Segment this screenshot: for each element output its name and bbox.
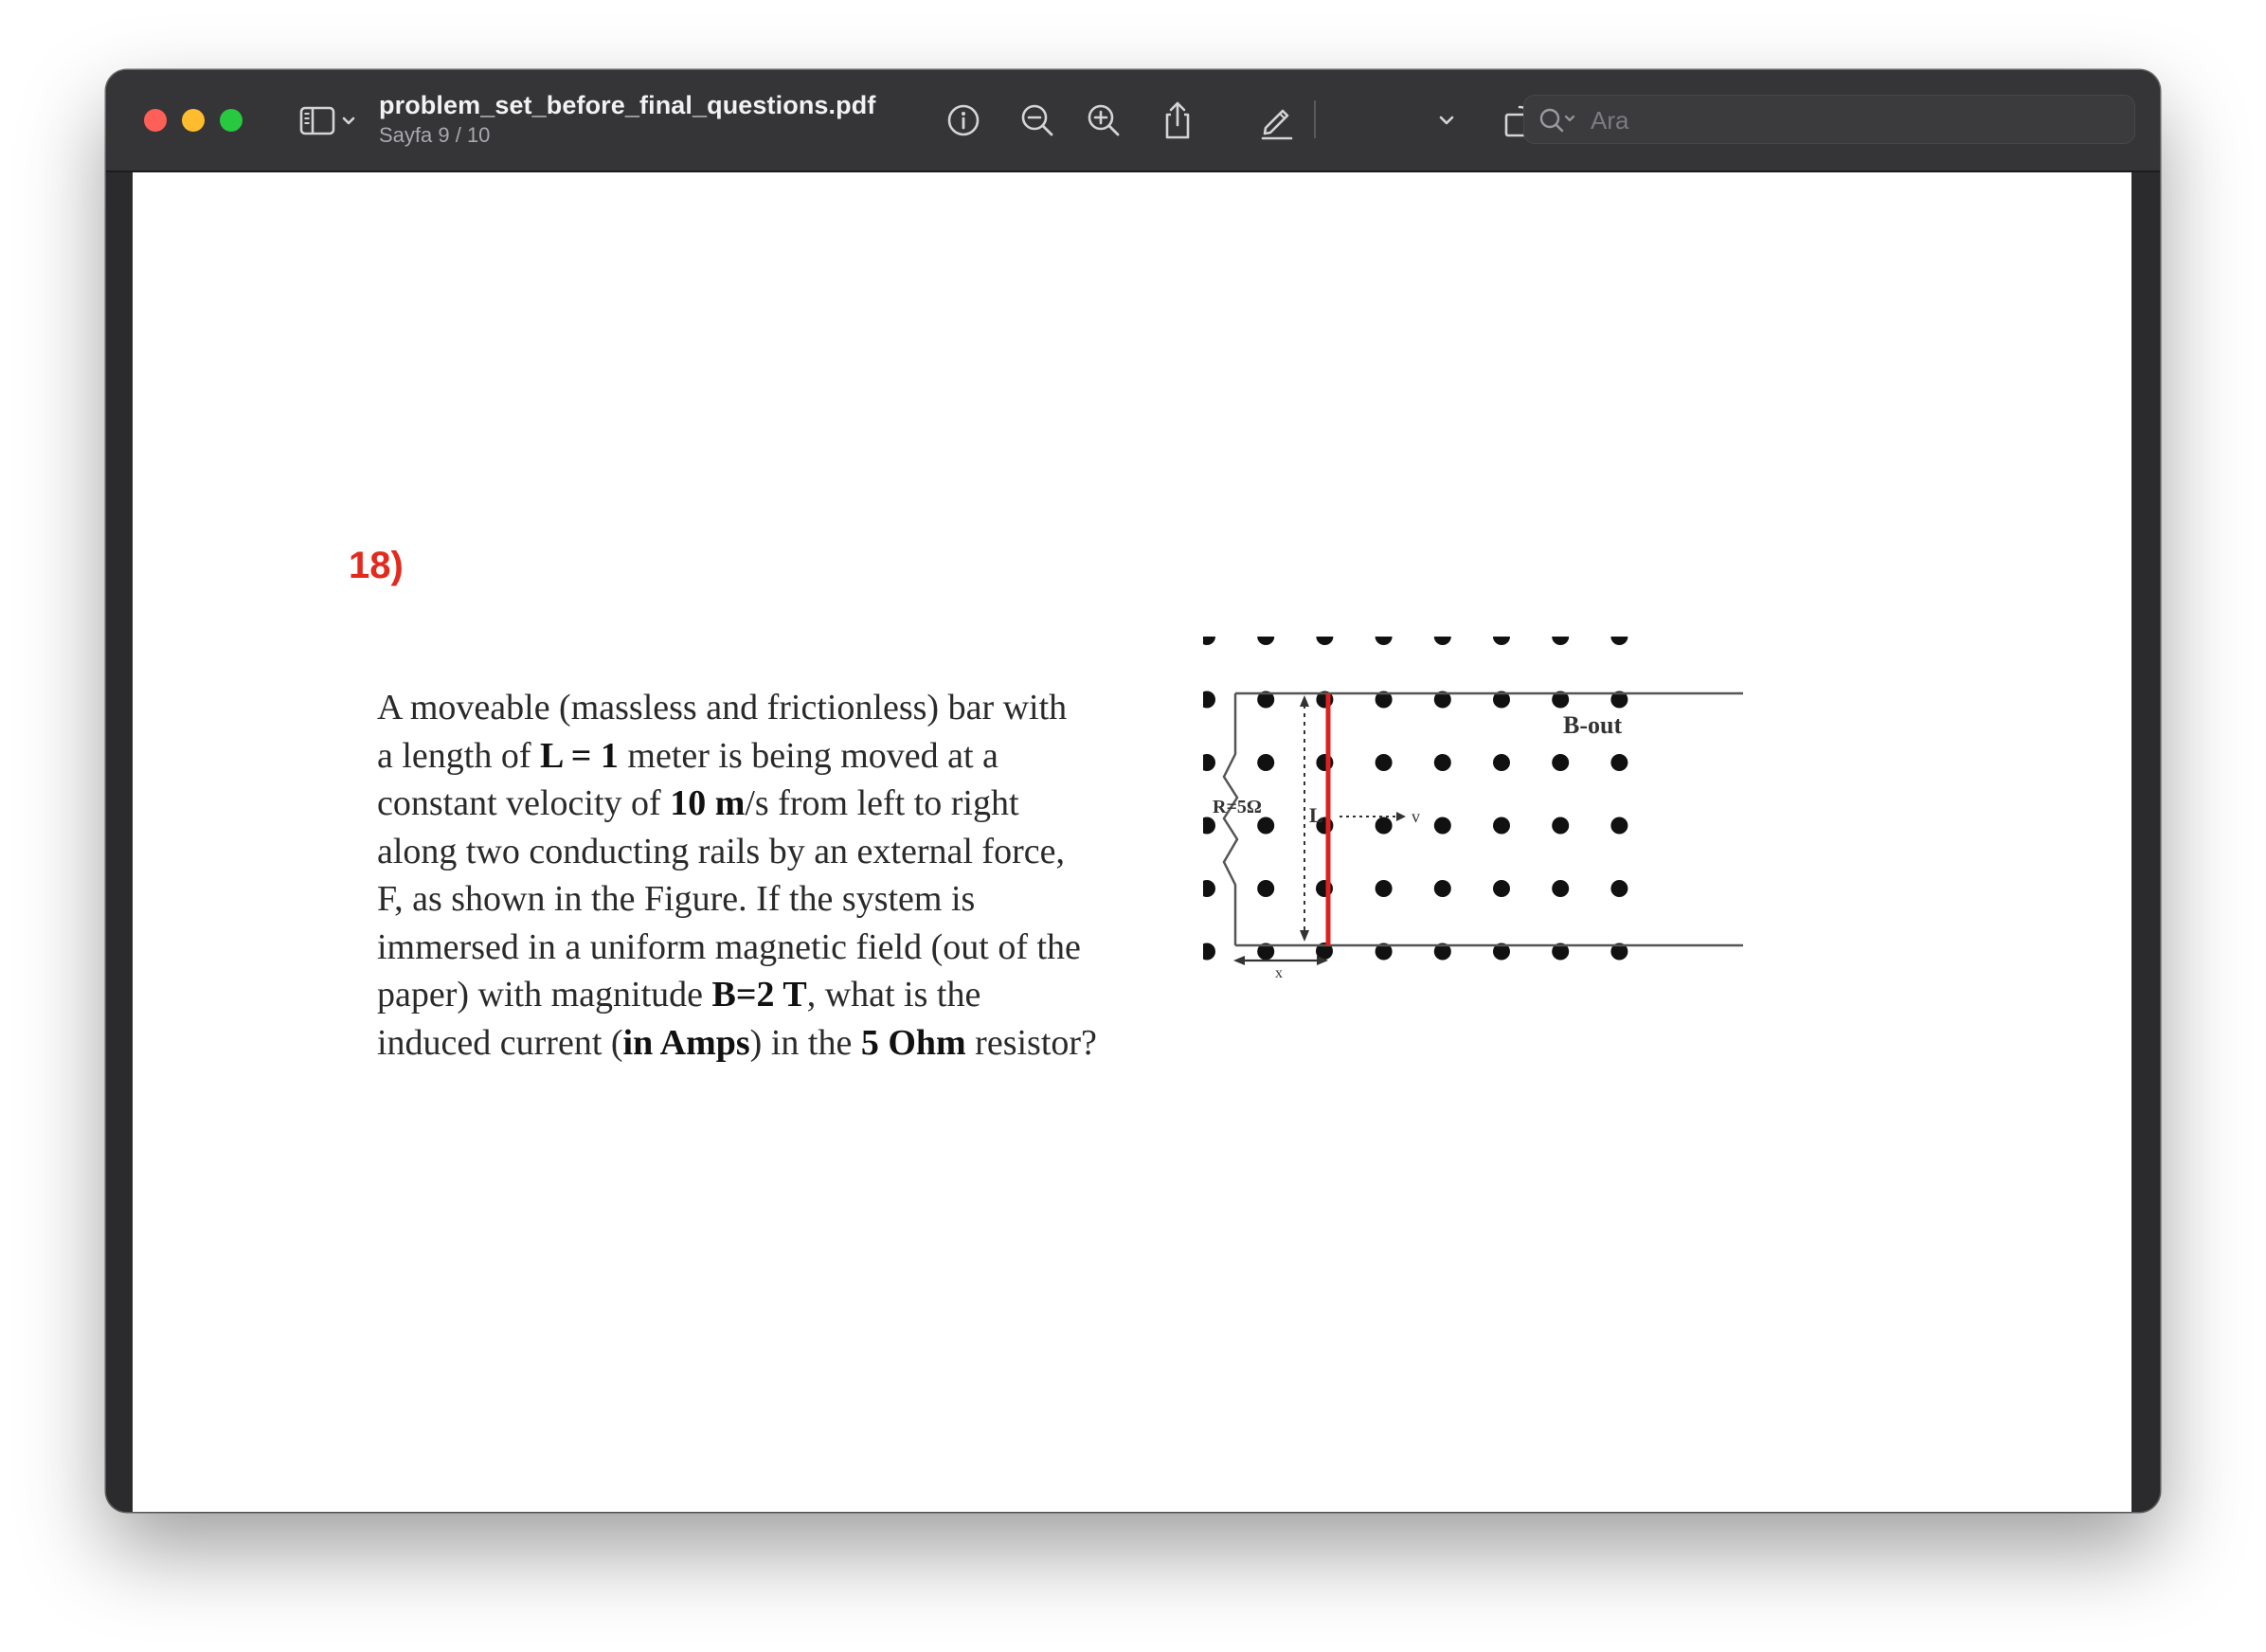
document-title: problem_set_before_final_questions.pdf (379, 91, 876, 119)
field-dot (1493, 754, 1510, 771)
text-run: , what is the (806, 975, 981, 1015)
arrow-up (1300, 695, 1309, 707)
chevron-down-icon (1435, 109, 1458, 132)
field-dot (1434, 880, 1451, 897)
field-dot (1610, 817, 1628, 835)
b-field-label: B-out (1563, 711, 1623, 739)
bold-text-run: in Amps (622, 1022, 750, 1063)
bold-text-run: 10 m (670, 783, 746, 823)
x-arrow-left (1233, 956, 1245, 965)
zoom-out-button[interactable] (1014, 99, 1061, 142)
field-dot (1610, 754, 1628, 771)
question-line (377, 732, 1211, 781)
length-label: L (1309, 803, 1323, 827)
field-dot (1376, 880, 1393, 897)
text-run: constant velocity of (377, 783, 671, 823)
pdf-page (133, 172, 2131, 1512)
bold-text-run: L = 1 (540, 735, 619, 776)
info-icon (944, 101, 982, 139)
field-dot (1434, 817, 1451, 835)
field-dot (1203, 943, 1215, 961)
bold-text-run: 5 Ohm (860, 1022, 966, 1063)
question-line: immersed in a uniform magnetic field (out of the (377, 926, 1081, 967)
field-dot (1257, 817, 1274, 835)
sidebar-toggle-button[interactable] (294, 99, 362, 142)
field-dot (1257, 637, 1274, 645)
field-dot (1552, 754, 1569, 771)
sidebar-icon (294, 101, 362, 139)
text-run: meter is being moved at a (618, 735, 998, 776)
text-run: induced current ( (377, 1022, 623, 1063)
arrow-down (1300, 930, 1309, 942)
question-line (377, 1019, 1211, 1068)
field-dot (1493, 637, 1510, 645)
field-dot (1203, 637, 1215, 645)
highlight-pen-icon (1256, 99, 1298, 141)
zoom-out-icon (1018, 101, 1056, 139)
zoom-in-icon (1085, 101, 1123, 139)
question-text (377, 684, 1211, 1067)
search-input[interactable] (1589, 102, 2123, 138)
question-number: 18) (349, 545, 404, 586)
field-dot (1552, 817, 1569, 835)
question-line: along two conducting rails by an external force, (377, 831, 1065, 871)
text-run: /s from left to right (745, 783, 1019, 823)
fullscreen-window-button[interactable] (220, 109, 243, 132)
field-dot (1203, 880, 1215, 897)
question-line (377, 780, 1211, 828)
search-field[interactable] (1523, 95, 2135, 144)
field-dot (1376, 637, 1393, 645)
question-line (377, 971, 1211, 1019)
bold-text-run: B=2 T (711, 975, 807, 1015)
page-indicator: Sayfa 9 / 10 (379, 123, 491, 147)
toolbar-separator (1314, 100, 1316, 138)
text-run: resistor? (965, 1022, 1097, 1063)
field-dot (1434, 637, 1451, 645)
field-dot (1493, 817, 1510, 835)
question-line: A moveable (massless and frictionless) bar with (377, 688, 1068, 727)
field-dot (1610, 637, 1628, 645)
field-dot (1316, 754, 1333, 771)
velocity-label: v (1412, 807, 1420, 826)
field-dot (1552, 880, 1569, 897)
field-dot (1257, 754, 1274, 771)
field-dot (1203, 817, 1215, 835)
field-dot (1316, 637, 1333, 645)
preview-window (106, 70, 2160, 1512)
field-dot (1434, 754, 1451, 771)
velocity-arrowhead (1396, 812, 1406, 821)
toolbar (106, 70, 2160, 172)
text-run: paper) with magnitude (377, 975, 712, 1015)
close-window-button[interactable] (144, 109, 167, 132)
highlight-menu-button[interactable] (1430, 99, 1463, 142)
x-label: x (1275, 965, 1283, 981)
field-dot (1203, 691, 1215, 709)
field-dot (1376, 754, 1393, 771)
share-icon (1159, 99, 1196, 141)
question-line: F, as shown in the Figure. If the system is (377, 879, 976, 919)
share-button[interactable] (1154, 99, 1201, 142)
field-dot (1552, 637, 1569, 645)
highlight-button[interactable] (1250, 99, 1304, 142)
magnetic-field-dots (1203, 637, 1628, 961)
info-button[interactable] (940, 99, 987, 142)
field-dot (1203, 754, 1215, 771)
zoom-in-button[interactable] (1080, 99, 1127, 142)
text-run: a length of (377, 735, 541, 776)
field-dot (1493, 880, 1510, 897)
resistor (1224, 693, 1237, 945)
field-dot (1376, 817, 1393, 835)
field-dot (1610, 880, 1628, 897)
minimize-window-button[interactable] (182, 109, 205, 132)
circuit-figure (1203, 637, 1762, 1015)
field-dot (1257, 880, 1274, 897)
search-icon (1538, 106, 1581, 135)
text-run: ) in the (749, 1022, 861, 1063)
resistance-label: R=5Ω (1213, 797, 1262, 817)
